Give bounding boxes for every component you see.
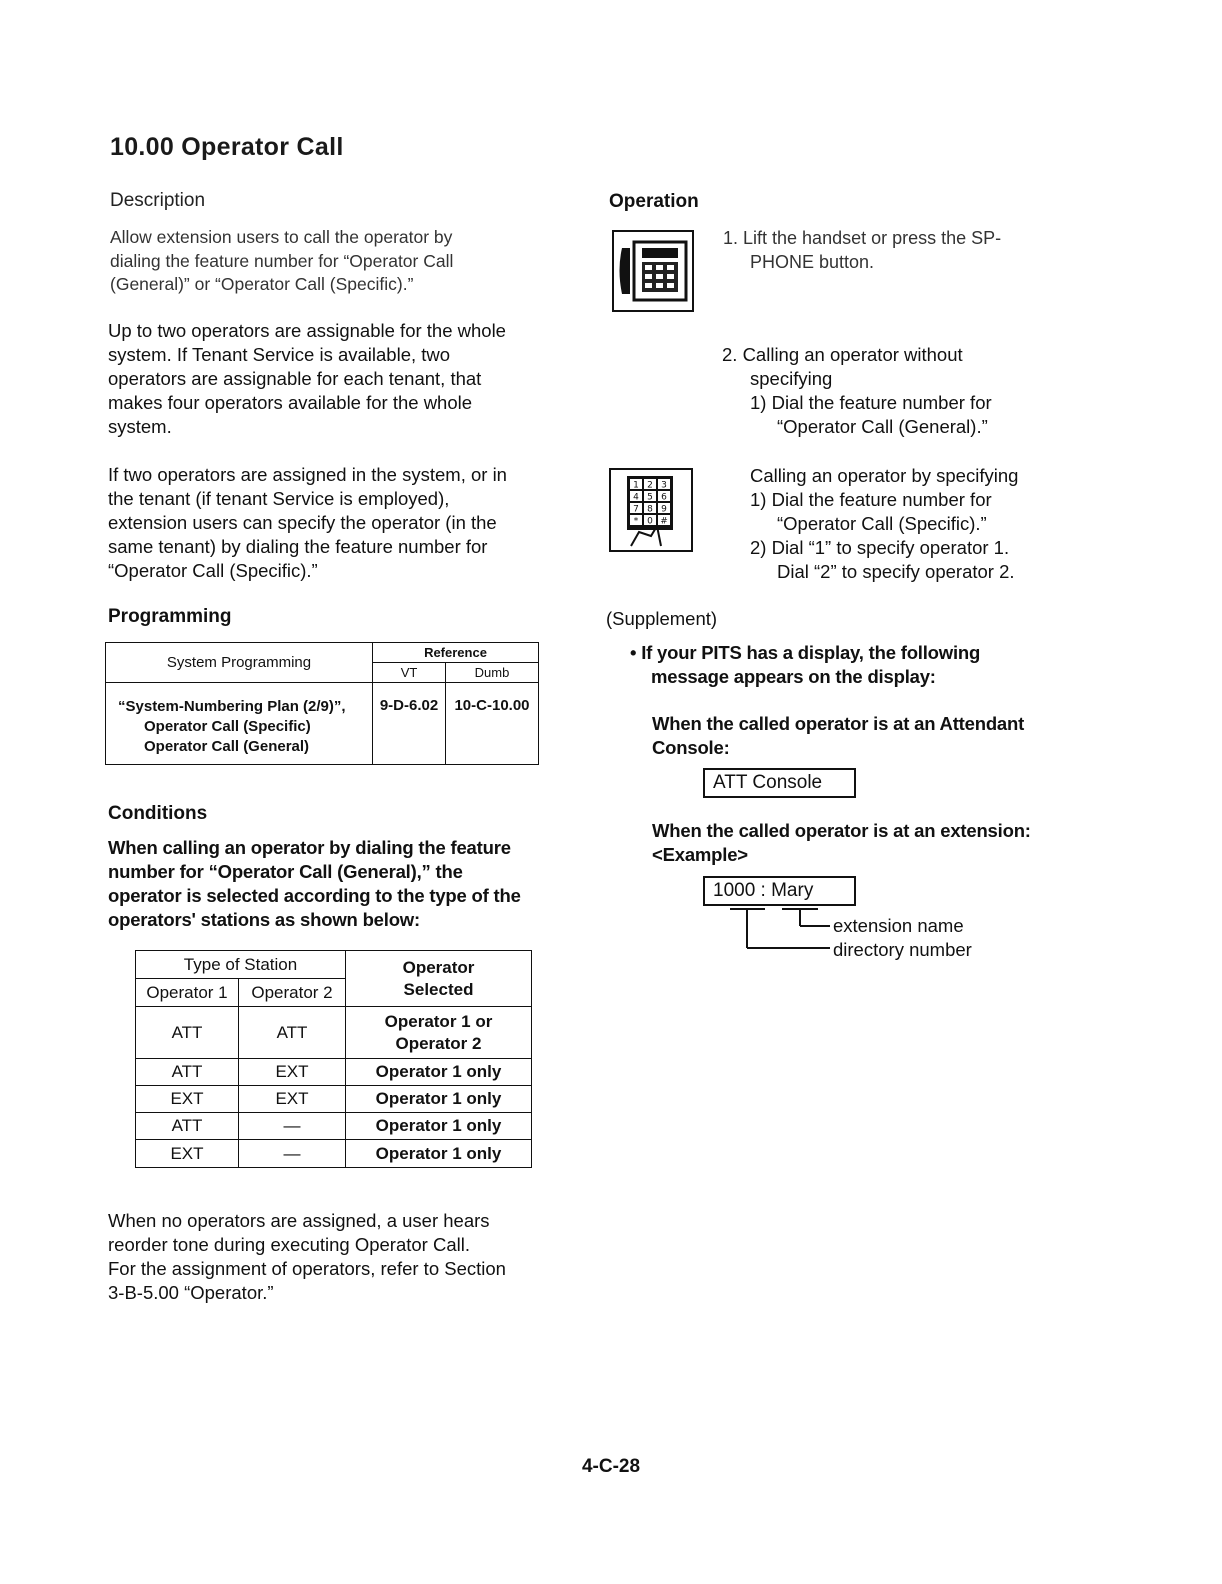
operation-step-2: 2. Calling an operator without specifying 1) Dial the feature number for “Operator Call (General).” <box>722 344 992 437</box>
table-row <box>136 1140 532 1168</box>
keypad-key-label: 3 <box>661 480 667 491</box>
supplement-heading: (Supplement) <box>606 608 718 629</box>
cell-selected: Operator 1 only <box>346 1113 532 1140</box>
cell-selected: Operator 1 or Operator 2 <box>346 1007 532 1059</box>
programming-heading: Programming <box>108 606 232 627</box>
directory-number-label: directory number <box>833 939 972 960</box>
description-paragraph-1: Allow extension users to call the operator by dialing the feature number for “Operator Call (General)” or “Operator Call (Specific).” <box>110 227 454 294</box>
keypad-key-label: 6 <box>661 492 667 503</box>
keypad-key-label: 0 <box>647 516 653 527</box>
keypad-key-label: 1 <box>633 480 639 491</box>
keypad-key-label: 8 <box>647 504 653 515</box>
keypad-key-label: 9 <box>661 504 667 515</box>
programming-vt-ref: 9-D-6.02 <box>373 683 446 765</box>
conditions-heading: Conditions <box>108 803 208 824</box>
programming-dumb-ref: 10-C-10.00 <box>446 683 539 765</box>
cell-selected: Operator 1 only <box>346 1086 532 1113</box>
keypad-key-label: # <box>660 516 668 527</box>
cell-operator-1: ATT <box>136 1059 239 1086</box>
cell-selected: Operator 1 only <box>346 1140 532 1168</box>
operation-step-3: Calling an operator by specifying 1) Dial the feature number for “Operator Call (Specific).” 2) Dial “1” to specify operator 1. Dial “2” to specify operator 2. <box>750 465 1019 582</box>
page-number: 4-C-28 <box>581 1456 641 1477</box>
conditions-paragraph-2: When no operators are assigned, a user hears reorder tone during executing Operator Call. For the assignment of operators, refer to Section 3-B-5.00 “Operator.” <box>108 1210 506 1303</box>
header-operator-selected: Operator Selected <box>346 951 532 1007</box>
table-row <box>136 1086 532 1113</box>
header-vt: VT <box>373 663 446 683</box>
display-callout-lines <box>720 906 840 962</box>
programming-table <box>105 642 539 765</box>
cell-operator-2: — <box>239 1113 346 1140</box>
cell-operator-2: — <box>239 1140 346 1168</box>
keypad-key-label: * <box>633 516 639 527</box>
cell-operator-2: EXT <box>239 1059 346 1086</box>
extension-name-label: extension name <box>833 915 964 936</box>
keypad-key-label: 2 <box>647 480 653 491</box>
supplement-bullet: • If your PITS has a display, the following message appears on the display: <box>630 642 981 687</box>
att-console-display: ATT Console <box>703 768 856 798</box>
supplement-att-text: When the called operator is at an Attendant Console: <box>652 713 1025 758</box>
cell-operator-1: EXT <box>136 1086 239 1113</box>
header-operator-2: Operator 2 <box>239 979 346 1007</box>
keypad-icon <box>609 468 693 552</box>
telephone-icon <box>612 230 694 312</box>
cell-operator-2: ATT <box>239 1007 346 1059</box>
table-row <box>136 1113 532 1140</box>
cell-operator-2: EXT <box>239 1086 346 1113</box>
header-type-of-station: Type of Station <box>136 951 346 979</box>
header-reference: Reference <box>373 643 539 663</box>
table-row <box>136 1059 532 1086</box>
page-title: 10.00 Operator Call <box>110 133 344 161</box>
header-dumb: Dumb <box>446 663 539 683</box>
conditions-paragraph-1: When calling an operator by dialing the feature number for “Operator Call (General),” the operator is selected according to the type of the operators' stations as shown below: <box>108 837 521 930</box>
operation-step-1: 1. Lift the handset or press the SP- PHONE button. <box>723 228 1002 272</box>
table-row <box>136 1007 532 1059</box>
header-operator-1: Operator 1 <box>136 979 239 1007</box>
description-heading: Description <box>110 190 206 211</box>
supplement-ext-text: When the called operator is at an extension: <Example> <box>652 820 1031 865</box>
cell-operator-1: EXT <box>136 1140 239 1168</box>
keypad-key-label: 5 <box>647 492 653 503</box>
cell-operator-1: ATT <box>136 1113 239 1140</box>
extension-display: 1000 : Mary <box>703 876 856 906</box>
programming-item: “System-Numbering Plan (2/9)”, Operator Call (Specific) Operator Call (General) <box>106 683 373 765</box>
keypad-key-label: 7 <box>633 504 639 515</box>
description-paragraph-3: If two operators are assigned in the system, or in the tenant (if tenant Service is employed), extension users can specify the operator (in the same tenant) by dialing the feature number for “Operator Call (Specific).” <box>108 464 507 581</box>
conditions-table <box>135 950 532 1168</box>
cell-operator-1: ATT <box>136 1007 239 1059</box>
operation-heading: Operation <box>609 191 699 212</box>
description-paragraph-2: Up to two operators are assignable for the whole system. If Tenant Service is available, two operators are assignable for each tenant, that makes four operators available for the whole system. <box>108 320 506 437</box>
cell-selected: Operator 1 only <box>346 1059 532 1086</box>
header-system-programming: System Programming <box>106 643 373 683</box>
keypad-key-label: 4 <box>633 492 639 503</box>
